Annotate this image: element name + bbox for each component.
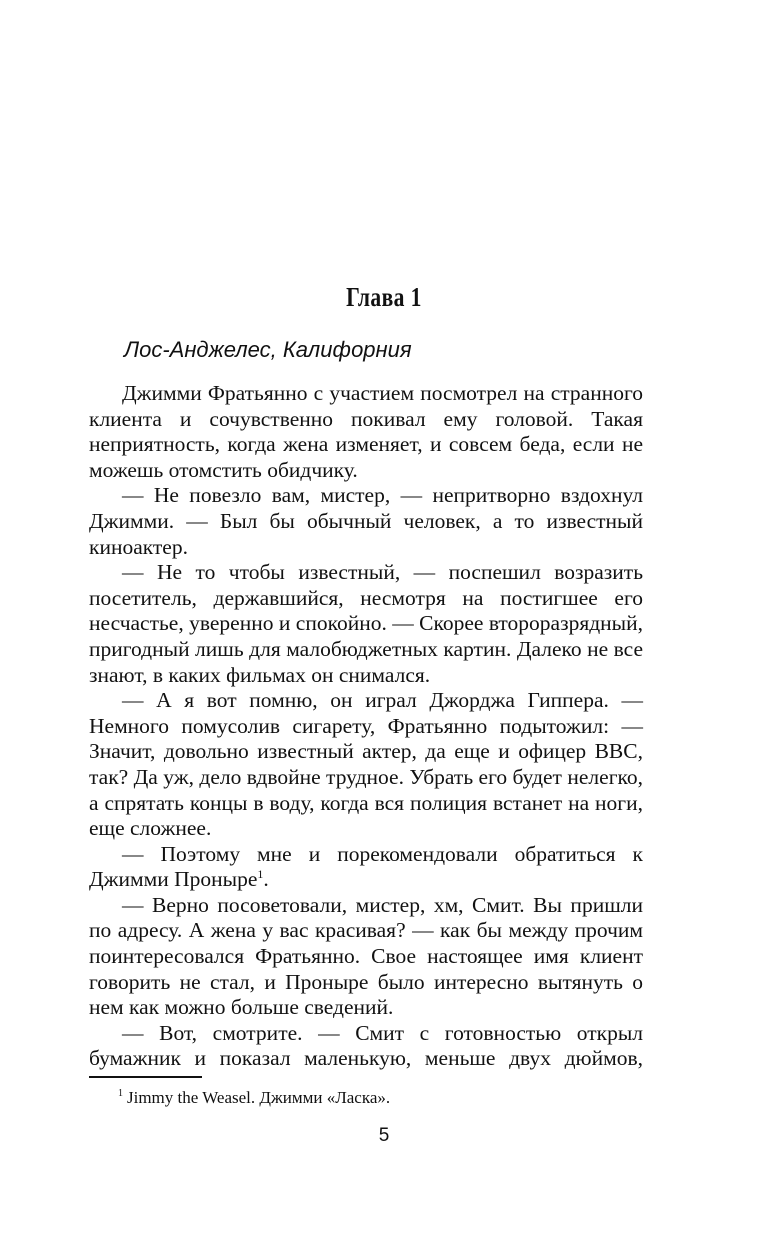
paragraph: — Не то чтобы известный, — поспешил возразить посетитель, державшийся, несмотря на постигшее его несчастье, уверенно и спокойно. — Скорее второразрядный, пригодный лишь для малобюджетных картин. Далеко не все знают, в каких фильмах он снимался. — [89, 560, 643, 687]
chapter-title: Глава 1 — [346, 282, 422, 312]
chapter-location: Лос-Анджелес, Калифорния — [124, 337, 412, 362]
footnote-text: Jimmy the Weasel. Джимми «Ласка». — [127, 1088, 391, 1107]
footnote-marker: 1 — [118, 1088, 123, 1100]
paragraph: — А я вот помню, он играл Джорджа Гиппера. — Немного помусолив сигарету, Фратьянно подытожил: — Значит, довольно известный актер, да еще и офицер ВВС, так? Да уж, дело вдвойне трудное. Убрать его будет нелегко, а спрятать концы в воду, когда вся полиция встанет на ноги, еще сложнее. — [89, 688, 643, 841]
footnote — [118, 1087, 390, 1109]
paragraph-text: — Поэтому мне и порекомендовали обратиться к Джимми Проныре — [89, 841, 643, 892]
page-number: 5 — [378, 1125, 390, 1146]
paragraph: — Не повезло вам, мистер, — непритворно вздохнул Джимми. — Был бы обычный человек, а то известный киноактер. — [89, 483, 643, 559]
body-text — [89, 381, 643, 1072]
footnote-reference: 1 — [257, 867, 264, 882]
paragraph: — Поэтому мне и порекомендовали обратиться к Джимми Проныре$^1$. — [89, 841, 643, 892]
paragraph: — Вот, смотрите. — Смит с готовностью открыл бумажник и показал маленькую, меньше двух дюймов, — [89, 1020, 643, 1071]
paragraph: Джимми Фратьянно с участием посмотрел на странного клиента и сочувственно покивал ему головой. Такая неприятность, когда жена изменяет, и совсем беда, если не можешь отомстить обидчику. — [89, 381, 643, 482]
footnote-divider — [89, 1076, 202, 1078]
paragraph: — Верно посоветовали, мистер, хм, Смит. Вы пришли по адресу. А жена у вас красивая? — как бы между прочим поинтересовался Фратьянно. Свое настоящее имя клиент говорить не стал, и Проныре было интересно вытянуть о нем как можно больше сведений. — [89, 892, 643, 1020]
